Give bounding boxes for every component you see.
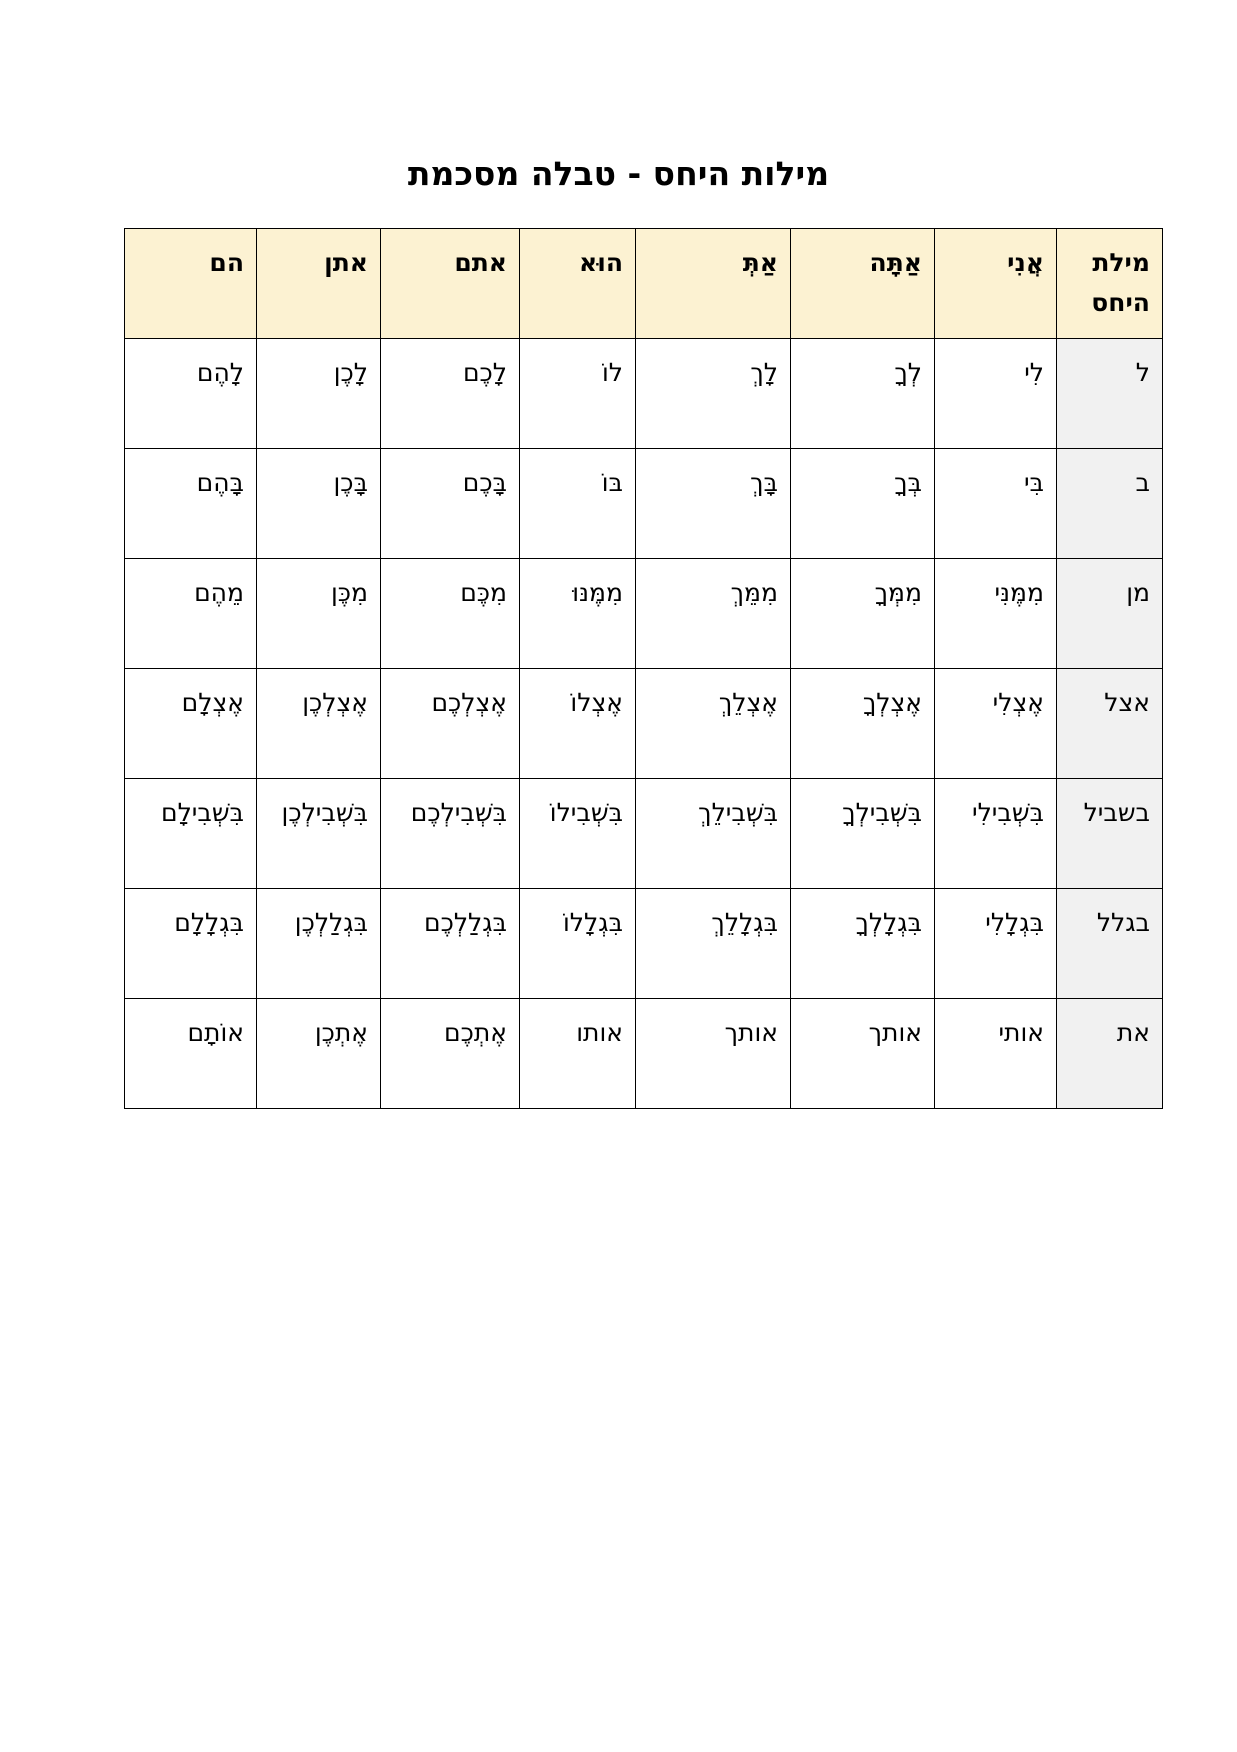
table-cell: אותך — [636, 999, 791, 1109]
table-cell: בָּךְ — [636, 449, 791, 559]
table-cell: בִּשְׁבִילָם — [125, 779, 257, 889]
preposition-cell: אצל — [1057, 669, 1163, 779]
table-cell: מִמֶּנִּי — [935, 559, 1057, 669]
table-cell: בִּגְלַלְכֶן — [257, 889, 381, 999]
table-cell: בִּגְלַלְכֶם — [381, 889, 520, 999]
column-header-hem: הם — [125, 229, 257, 339]
table-row — [125, 999, 1163, 1109]
table-cell: בָּכֶן — [257, 449, 381, 559]
table-cell: מִכֶּם — [381, 559, 520, 669]
preposition-cell: ב — [1057, 449, 1163, 559]
table-cell: מֵהֶם — [125, 559, 257, 669]
table-cell: אוֹתָם — [125, 999, 257, 1109]
table-cell: אותי — [935, 999, 1057, 1109]
table-cell: בִּגְלָלָם — [125, 889, 257, 999]
table-cell: לָהֶם — [125, 339, 257, 449]
column-header-atem: אתם — [381, 229, 520, 339]
table-cell: לִי — [935, 339, 1057, 449]
table-cell: מִמֶּנּוּ — [520, 559, 636, 669]
table-cell: אֶצְלָם — [125, 669, 257, 779]
table-cell: בִּשְׁבִילְכֶם — [381, 779, 520, 889]
table-cell: לָכֶן — [257, 339, 381, 449]
table-cell: לוֹ — [520, 339, 636, 449]
prepositions-table — [124, 228, 1163, 1109]
preposition-cell: את — [1057, 999, 1163, 1109]
table-cell: בָּהֶם — [125, 449, 257, 559]
table-row — [125, 449, 1163, 559]
table-cell: אֶצְלוֹ — [520, 669, 636, 779]
table-cell: לָךְ — [636, 339, 791, 449]
preposition-cell: בשביל — [1057, 779, 1163, 889]
preposition-cell: ל — [1057, 339, 1163, 449]
preposition-cell: מן — [1057, 559, 1163, 669]
table-cell: בִּשְׁבִילֵךְ — [636, 779, 791, 889]
table-cell: אֶצְלְכֶם — [381, 669, 520, 779]
table-row — [125, 669, 1163, 779]
table-cell: בִּשְׁבִילִי — [935, 779, 1057, 889]
table-row — [125, 779, 1163, 889]
table-cell: בִּשְׁבִילוֹ — [520, 779, 636, 889]
table-cell: אֶצְלְכֶן — [257, 669, 381, 779]
table-cell: מִמְּךָ — [791, 559, 935, 669]
table-cell: מִכֶּן — [257, 559, 381, 669]
table-cell: בּוֹ — [520, 449, 636, 559]
table-cell: אֶצְלְךָ — [791, 669, 935, 779]
table-cell: לְךָ — [791, 339, 935, 449]
column-header-ani: אֲנִי — [935, 229, 1057, 339]
table-cell: אותו — [520, 999, 636, 1109]
preposition-cell: בגלל — [1057, 889, 1163, 999]
table-cell: אֶתְכֶן — [257, 999, 381, 1109]
column-header-hu: הוּא — [520, 229, 636, 339]
column-header-aten: אתן — [257, 229, 381, 339]
table-cell: בִּגְלָלְךָ — [791, 889, 935, 999]
table-cell: אֶצְלֵךְ — [636, 669, 791, 779]
column-header-preposition: מילת היחס — [1057, 229, 1163, 339]
table-header-row — [125, 229, 1163, 339]
table-cell: בְּךָ — [791, 449, 935, 559]
table-cell: בִּי — [935, 449, 1057, 559]
table-row — [125, 889, 1163, 999]
table-cell: בִּגְלָלוֹ — [520, 889, 636, 999]
table-cell: אֶצְלִי — [935, 669, 1057, 779]
table-cell: אֶתְכֶם — [381, 999, 520, 1109]
table-cell: בִּגְלָלֵךְ — [636, 889, 791, 999]
column-header-at: אַתְּ — [636, 229, 791, 339]
page-title: מילות היחס - טבלה מסכמת — [407, 154, 830, 193]
table-cell: אותך — [791, 999, 935, 1109]
table-cell: בָּכֶם — [381, 449, 520, 559]
table-cell: בִּשְׁבִילְכֶן — [257, 779, 381, 889]
table-cell: לָכֶם — [381, 339, 520, 449]
table-cell: בִּגְלָלִי — [935, 889, 1057, 999]
table-row — [125, 339, 1163, 449]
column-header-ata: אַתָּה — [791, 229, 935, 339]
table-cell: בִּשְׁבִילְךָ — [791, 779, 935, 889]
table-row — [125, 559, 1163, 669]
table-cell: מִמֵּךְ — [636, 559, 791, 669]
